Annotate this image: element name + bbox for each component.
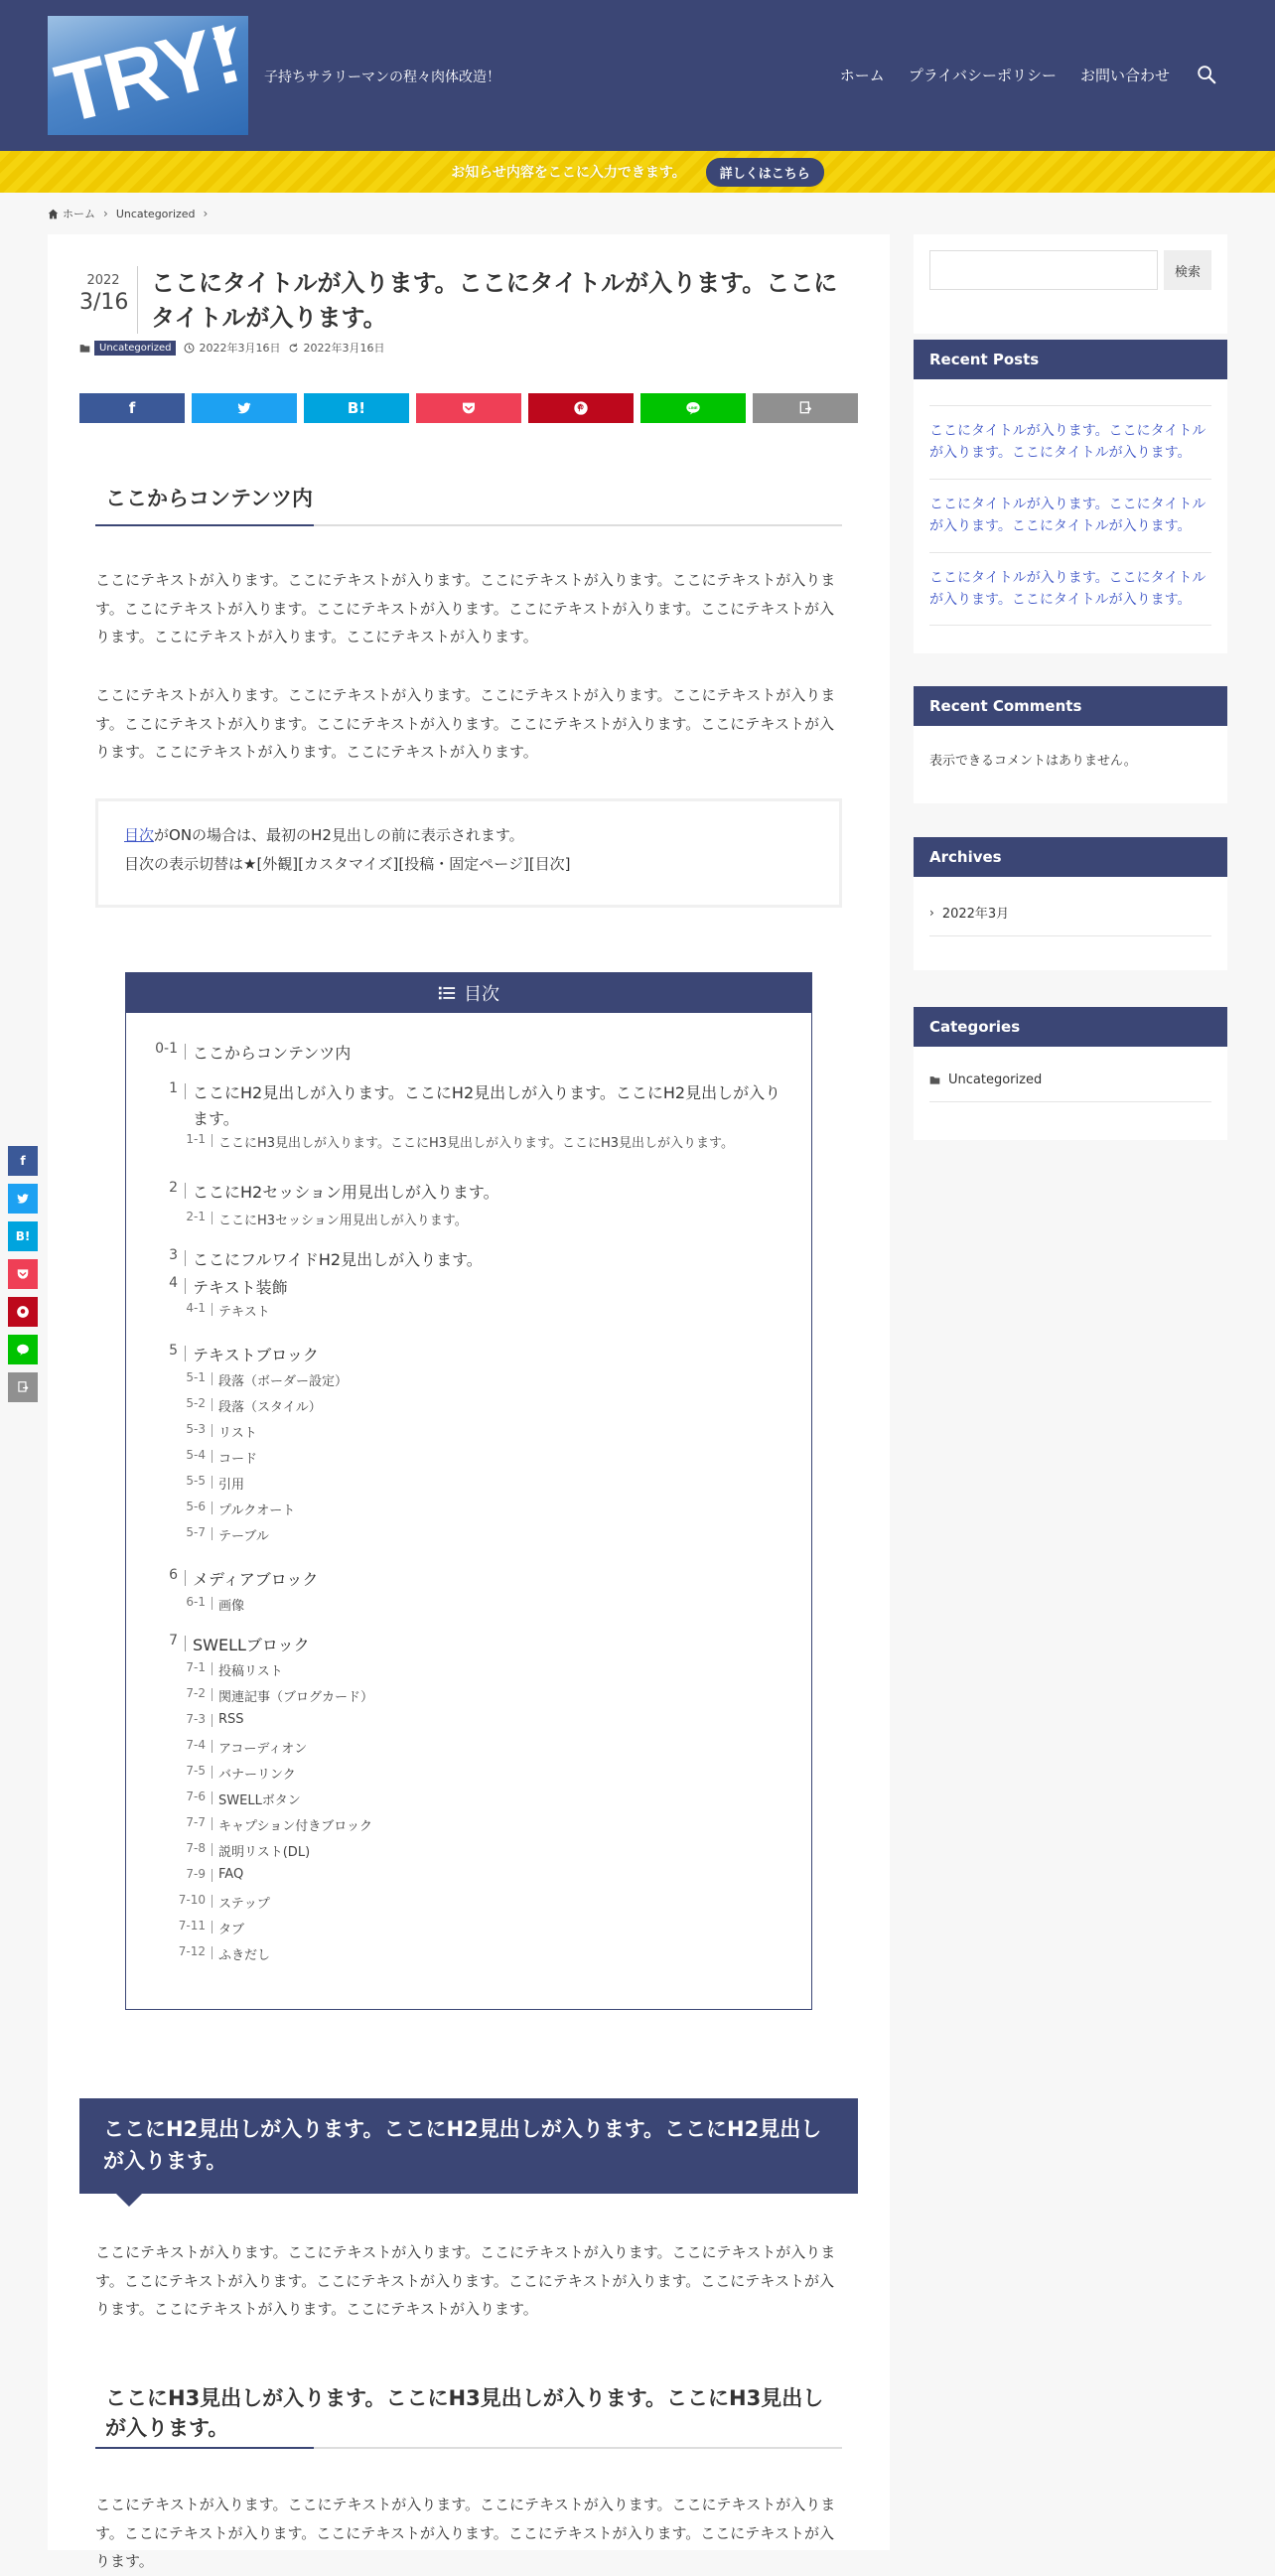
pinterest-icon [16, 1305, 30, 1319]
toc-item[interactable] [126, 1660, 283, 1679]
toc-note-link[interactable]: 目次 [124, 826, 155, 844]
toc-item[interactable] [126, 1893, 270, 1912]
sidebar-search-button[interactable]: 検索 [1164, 250, 1211, 290]
toc-note-line2: 目次の表示切替は★[外観][カスタマイズ][投稿・固定ページ][目次] [124, 854, 571, 873]
chevron-right-icon: › [929, 905, 934, 920]
toc-item-divider [185, 1570, 186, 1586]
toc-item-number: 7-12 [178, 1944, 206, 1958]
toc-item-number: 5-5 [186, 1474, 206, 1488]
recent-post-link[interactable]: ここにタイトルが入ります。ここにタイトルが入ります。ここにタイトルが入ります。 [929, 552, 1211, 627]
toc-item-divider [185, 1044, 186, 1060]
recent-posts-title: Recent Posts [914, 340, 1227, 379]
toc-item[interactable] [126, 1764, 296, 1783]
toc-item-divider [185, 1250, 186, 1266]
toc-item-label: ここにH3見出しが入ります。ここにH3見出しが入ります。ここにH3見出しが入ります。 [218, 1136, 735, 1151]
pinterest-icon [573, 400, 589, 416]
recent-post-link[interactable]: ここにタイトルが入ります。ここにタイトルが入ります。ここにタイトルが入ります。 [929, 479, 1211, 552]
toc-header [126, 973, 811, 1013]
toc-item-number: 1-1 [186, 1132, 206, 1146]
post-updated-date: 2022年3月16日 [303, 342, 385, 355]
post-date-year: 2022 [86, 273, 120, 288]
float-share-pocket[interactable] [8, 1259, 38, 1289]
main-nav [816, 64, 1217, 85]
toc-item-number: 7-9 [186, 1867, 206, 1881]
toc-item[interactable] [126, 1370, 348, 1389]
search-widget [914, 234, 1227, 334]
toc-item[interactable] [126, 1247, 793, 1273]
toc-item-number: 4 [169, 1275, 178, 1291]
toc-item-number: 6 [169, 1567, 178, 1583]
toc-item-label: アコーディオン [218, 1742, 308, 1757]
recent-comments-empty: 表示できるコメントはありません。 [929, 754, 1137, 769]
archives-title: Archives [914, 837, 1227, 877]
toc-item-divider [185, 1083, 186, 1099]
toc-item-number: 7-6 [186, 1789, 206, 1803]
toc-item[interactable] [126, 1301, 270, 1320]
toc-item-label: RSS [218, 1712, 244, 1727]
toc-item-number: 7-3 [186, 1712, 206, 1726]
toc-item-number: 7-11 [178, 1919, 206, 1932]
heading-accent-line [95, 524, 314, 526]
paragraph-3: ここにテキストが入ります。ここにテキストが入ります。ここにテキストが入ります。ここにテキストが入ります。ここにテキストが入ります。ここにテキストが入ります。ここにテキストが入ります。ここにテキストが入ります。ここにテキストが入ります。ここにテキストが入ります。 [95, 2243, 836, 2318]
pocket-icon [16, 1267, 30, 1281]
site-logo[interactable] [47, 6, 248, 141]
toc-item-label: SWELLブロック [193, 1636, 310, 1654]
toc-item[interactable] [126, 1275, 793, 1301]
toc-item-label: 引用 [218, 1478, 245, 1493]
toc-item-label: プルクオート [218, 1503, 296, 1518]
post-title: ここにタイトルが入ります。ここにタイトルが入ります。ここにタイトルが入ります。 [151, 269, 838, 332]
copy-icon [16, 1380, 30, 1394]
hatena-icon: B! [15, 1229, 31, 1243]
toc-item[interactable] [126, 1595, 244, 1614]
search-icon[interactable] [1196, 64, 1217, 85]
toc-item[interactable] [126, 1525, 269, 1544]
twitter-icon [16, 1192, 30, 1206]
share-hatena-button[interactable] [304, 393, 409, 423]
h2-heading: ここにH2見出しが入ります。ここにH2見出しが入ります。ここにH2見出しが入ります。 [79, 2098, 858, 2194]
toc-item-label: 画像 [218, 1599, 245, 1614]
toc-item-number: 7-2 [186, 1686, 206, 1700]
toc-item-label: ふきだし [218, 1948, 271, 1963]
toc-item-label: SWELLボタン [218, 1793, 301, 1808]
toc-item-number: 2-1 [186, 1210, 206, 1223]
breadcrumb-home-label: ホーム [63, 208, 95, 220]
toc-item-label: キャプション付きブロック [218, 1819, 372, 1834]
title-divider [137, 266, 138, 334]
toc-title: 目次 [464, 984, 499, 1005]
post-category-tag[interactable]: Uncategorized [94, 341, 176, 356]
breadcrumb-home[interactable] [48, 206, 95, 221]
toc-item[interactable] [126, 1500, 295, 1518]
toc-item[interactable] [126, 1789, 301, 1808]
recent-comments-widget [914, 686, 1227, 803]
facebook-icon: f [20, 1154, 26, 1168]
toc-item-label: バナーリンク [218, 1768, 296, 1783]
toc-item-label: 投稿リスト [218, 1664, 283, 1679]
toc-item[interactable] [126, 1944, 270, 1963]
nav-contact[interactable]: お問い合わせ [1079, 66, 1170, 84]
paragraph-1: ここにテキストが入ります。ここにテキストが入ります。ここにテキストが入ります。ここにテキストが入ります。ここにテキストが入ります。ここにテキストが入ります。ここにテキストが入ります。ここにテキストが入ります。ここにテキストが入ります。ここにテキストが入ります。 [95, 571, 836, 645]
toc-item-number: 5-2 [186, 1396, 206, 1410]
toc-item-label: テキスト装飾 [193, 1278, 288, 1297]
toc-item-label: 関連記事（ブログカード） [218, 1690, 374, 1705]
category-item-label: Uncategorized [948, 1073, 1043, 1087]
clock-icon [184, 343, 195, 354]
toc-item-number: 1 [169, 1080, 178, 1096]
twitter-icon [236, 400, 252, 416]
paragraph-4: ここにテキストが入ります。ここにテキストが入ります。ここにテキストが入ります。ここにテキストが入ります。ここにテキストが入ります。ここにテキストが入ります。ここにテキストが入ります。ここにテキストが入ります。 [95, 2496, 836, 2570]
toc-item-label: ステップ [218, 1897, 270, 1912]
toc-note-text: がONの場合は、最初のH2見出しの前に表示されます。 [154, 826, 524, 844]
float-share-hatena[interactable] [8, 1221, 38, 1251]
toc-item-number: 5-1 [186, 1370, 206, 1384]
toc-item-divider [185, 1278, 186, 1294]
toc-item-number: 3 [169, 1247, 178, 1263]
toc-item-label: メディアブロック [193, 1570, 319, 1589]
breadcrumb-category[interactable]: Uncategorized [115, 207, 196, 220]
h2-heading-tail [115, 2193, 143, 2207]
toc-item-number: 0-1 [155, 1041, 178, 1057]
refresh-icon [288, 343, 299, 354]
toc-item-number: 7-1 [186, 1660, 206, 1674]
float-share-copy[interactable] [8, 1372, 38, 1402]
archive-item-label: 2022年3月 [941, 907, 1010, 922]
toc-item[interactable] [126, 1343, 793, 1368]
toc-item-divider [185, 1346, 186, 1361]
chevron-right-icon: › [203, 207, 209, 220]
line-icon [16, 1343, 30, 1357]
share-copy-button[interactable] [753, 393, 858, 423]
toc-item[interactable] [126, 1474, 244, 1493]
toc-item-label: タブ [218, 1923, 245, 1937]
toc-item-number: 5-7 [186, 1525, 206, 1539]
h3-heading [95, 2379, 842, 2449]
post-meta [79, 340, 392, 356]
content-heading [95, 481, 842, 526]
toc-item-label: ここからコンテンツ内 [193, 1044, 352, 1063]
toc-item-number: 7 [169, 1633, 178, 1648]
toc-item-label: 段落（ボーダー設定） [218, 1374, 349, 1389]
pocket-icon [461, 400, 477, 416]
toc-item-number: 7-4 [186, 1738, 206, 1752]
table-of-contents [125, 972, 812, 2010]
list-icon [438, 984, 456, 1002]
home-icon [48, 209, 59, 219]
share-line-button[interactable] [640, 393, 746, 423]
recent-post-link[interactable]: ここにタイトルが入ります。ここにタイトルが入ります。ここにタイトルが入ります。 [929, 405, 1211, 479]
nav-home[interactable]: ホーム [839, 66, 885, 84]
float-share-pinterest[interactable] [8, 1297, 38, 1327]
toc-item[interactable] [126, 1633, 793, 1658]
nav-privacy-policy[interactable]: プライバシーポリシー [908, 66, 1057, 84]
share-pinterest-button[interactable] [528, 393, 634, 423]
toc-item-label: ここにH3セッション用見出しが入ります。 [218, 1214, 468, 1228]
float-share-facebook[interactable] [8, 1146, 38, 1176]
toc-note-box [95, 798, 842, 908]
toc-item[interactable] [126, 1448, 257, 1467]
toc-item-divider [185, 1183, 186, 1199]
toc-item-number: 7-7 [186, 1815, 206, 1829]
toc-item[interactable] [126, 1567, 793, 1593]
notice-text: お知らせ内容をここに入力できます。 [451, 165, 686, 181]
float-share-twitter[interactable] [8, 1184, 38, 1214]
site-tagline: 子持ちサラリーマンの程々肉体改造！ [264, 70, 500, 85]
recent-comments-title: Recent Comments [914, 686, 1227, 726]
toc-item-label: テキスト [218, 1305, 270, 1320]
recent-posts-widget [914, 340, 1227, 653]
toc-item-label: 説明リスト(DL) [218, 1845, 311, 1860]
toc-item-number: 6-1 [186, 1595, 206, 1609]
toc-item-number: 5 [169, 1343, 178, 1359]
toc-item-number: 5-4 [186, 1448, 206, 1462]
toc-item[interactable] [126, 1396, 322, 1415]
h3-heading-text: ここにH3見出しが入ります。ここにH3見出しが入ります。ここにH3見出しが入ります。 [105, 2386, 824, 2441]
toc-item-label: コード [218, 1452, 258, 1467]
toc-item-label: ここにH2見出しが入ります。ここにH2見出しが入ります。ここにH2見出しが入ります。 [193, 1083, 781, 1128]
toc-item-number: 7-5 [186, 1764, 206, 1778]
post-date-box [79, 273, 127, 315]
categories-widget [914, 1007, 1227, 1140]
toc-item-label: FAQ [218, 1867, 244, 1882]
toc-item[interactable] [126, 1919, 244, 1937]
chevron-right-icon: › [103, 207, 108, 220]
archives-widget [914, 837, 1227, 970]
paragraph-2: ここにテキストが入ります。ここにテキストが入ります。ここにテキストが入ります。ここにテキストが入ります。ここにテキストが入ります。ここにテキストが入ります。ここにテキストが入ります。ここにテキストが入ります。ここにテキストが入ります。ここにテキストが入ります。 [95, 686, 836, 761]
site-header [0, 0, 1275, 151]
heading-accent-line [95, 2447, 314, 2449]
toc-item[interactable] [126, 1210, 468, 1228]
facebook-icon: f [128, 399, 136, 417]
toc-item-number: 7-8 [186, 1841, 206, 1855]
toc-item-number: 4-1 [186, 1301, 206, 1315]
toc-item-label: リスト [218, 1426, 257, 1441]
toc-item[interactable] [126, 1080, 793, 1131]
toc-item[interactable] [126, 1867, 243, 1882]
toc-item[interactable] [126, 1180, 793, 1206]
float-share-line[interactable] [8, 1335, 38, 1364]
copy-icon [797, 400, 813, 416]
toc-item-number: 5-3 [186, 1422, 206, 1436]
toc-item-divider [185, 1636, 186, 1651]
toc-item[interactable] [126, 1041, 793, 1067]
toc-item[interactable] [126, 1712, 244, 1727]
share-buttons [79, 393, 858, 423]
notice-more-button[interactable]: 詳しくはこちら [706, 158, 824, 187]
toc-item[interactable] [126, 1686, 373, 1705]
toc-item-number: 7-10 [178, 1893, 206, 1907]
categories-title: Categories [914, 1007, 1227, 1047]
post-published-date: 2022年3月16日 [199, 342, 281, 355]
category-item[interactable] [929, 1059, 1211, 1102]
toc-item-label: テーブル [218, 1529, 269, 1544]
svg-text:LINE: LINE [688, 405, 698, 410]
post-date-monthday: 3/16 [79, 290, 129, 315]
notice-bar [0, 151, 1275, 193]
toc-item[interactable] [126, 1738, 307, 1757]
toc-item[interactable] [126, 1815, 372, 1834]
breadcrumb [48, 206, 215, 221]
toc-item-label: テキストブロック [193, 1346, 319, 1364]
folder-icon [79, 343, 90, 354]
logo-text: TRY! [47, 6, 248, 141]
toc-item[interactable] [126, 1841, 310, 1860]
share-twitter-button[interactable] [192, 393, 297, 423]
archive-item[interactable] [929, 889, 1211, 936]
toc-item-label: ここにH2セッション用見出しが入ります。 [193, 1183, 499, 1202]
toc-item-label: 段落（スタイル） [218, 1400, 322, 1415]
toc-item[interactable] [126, 1132, 734, 1151]
line-icon [685, 400, 701, 416]
toc-item[interactable] [126, 1422, 257, 1441]
share-facebook-button[interactable] [79, 393, 185, 423]
sidebar-search-input[interactable] [929, 250, 1158, 290]
share-pocket-button[interactable] [416, 393, 521, 423]
toc-item-label: ここにフルワイドH2見出しが入ります。 [193, 1250, 483, 1269]
toc-item-number: 5-6 [186, 1500, 206, 1513]
hatena-icon: B! [347, 399, 366, 417]
content-heading-text: ここからコンテンツ内 [105, 487, 313, 510]
toc-item-number: 2 [169, 1180, 178, 1196]
folder-icon [929, 1074, 940, 1085]
